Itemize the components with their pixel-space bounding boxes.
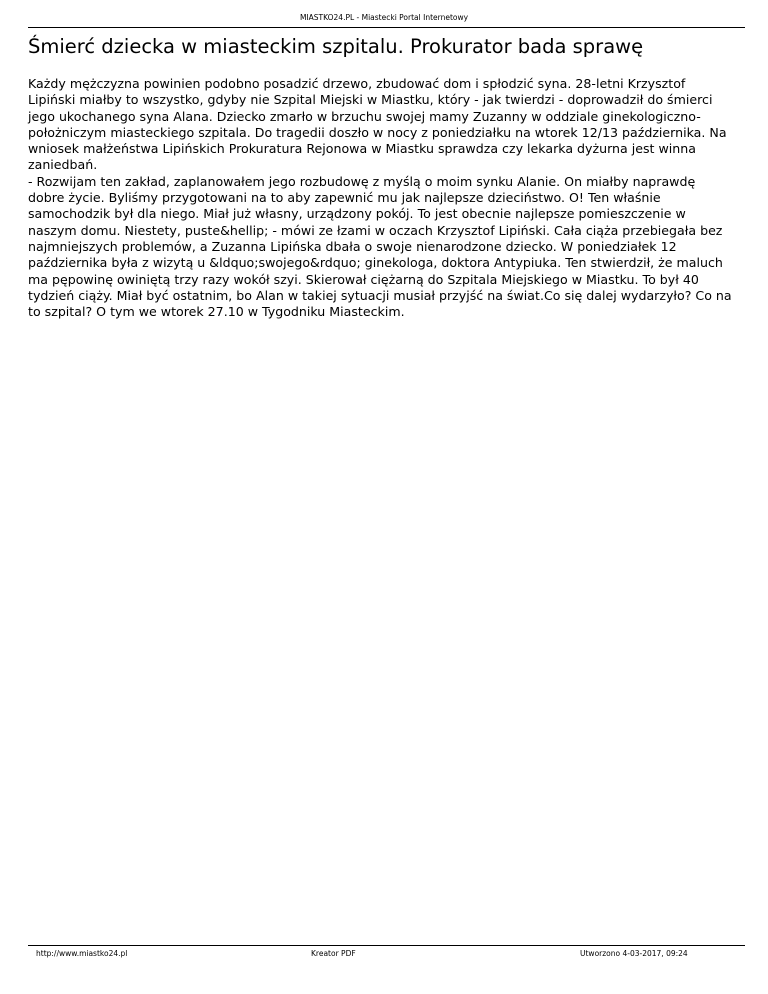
footer-generator: Kreator PDF	[311, 949, 356, 958]
footer-created-date: Utworzono 4-03-2017, 09:24	[580, 949, 688, 958]
footer-url: http://www.miastko24.pl	[36, 949, 128, 958]
header-divider	[28, 27, 745, 28]
page-header-site-line: MIASTKO24.PL - Miastecki Portal Internetowy	[299, 13, 469, 22]
article-paragraph-2: - Rozwijam ten zakład, zaplanowałem jego rozbudowę z myślą o moim synku Alanie. On miałby naprawdę dobre życie. Byliśmy przygotowani na to aby zapewnić mu jak najlepsze dzieciństwo. O! Ten właśnie samochodzik był dla niego. Miał już własny, urządzony pokój. To jest obecnie najlepsze pomieszczenie w naszym domu. Niestety, puste&hellip; - mówi ze łzami w oczach Krzysztof Lipiński. Cała ciąża przebiegała bez najmniejszych problemów, a Zuzanna Lipińska dbała o swoje nienarodzone dziecko. W poniedziałek 12 października była z wizytą u &ldquo;swojego&rdquo; ginekologa, doktora Antypiuka. Ten stwierdził, że maluch ma pępowinę owiniętą trzy razy wokół szyi. Skierował ciężarną do Szpitala Miejskiego w Miastku. To był 40 tydzień ciąży. Miał być ostatnim, bo Alan w takiej sytuacji musiał przyjść na świat.Co się dalej wydarzyło? Co na to szpital? O tym we wtorek 27.10 w Tygodniku Miasteckim.	[28, 173, 732, 320]
footer-divider	[28, 945, 745, 946]
article-body	[28, 76, 733, 320]
article-paragraph-1: Każdy mężczyzna powinien podobno posadzić drzewo, zbudować dom i spłodzić syna. 28-letni Krzysztof Lipiński miałby to wszystko, gdyby nie Szpital Miejski w Miastku, który - jak twierdzi - doprowadził do śmierci jego ukochanego syna Alana. Dziecko zmarło w brzuchu swojej mamy Zuzanny w oddziale ginekologiczno-położniczym miasteckiego szpitala. Do tragedii doszło w nocy z poniedziałku na wtorek 12/13 października. Na wniosek małżeństwa Lipińskich Prokuratura Rejonowa w Miastku sprawdza czy lekarka dyżurna jest winna zaniedbań.	[28, 76, 727, 173]
article-title: Śmierć dziecka w miasteckim szpitalu. Prokurator bada sprawę	[28, 35, 644, 58]
